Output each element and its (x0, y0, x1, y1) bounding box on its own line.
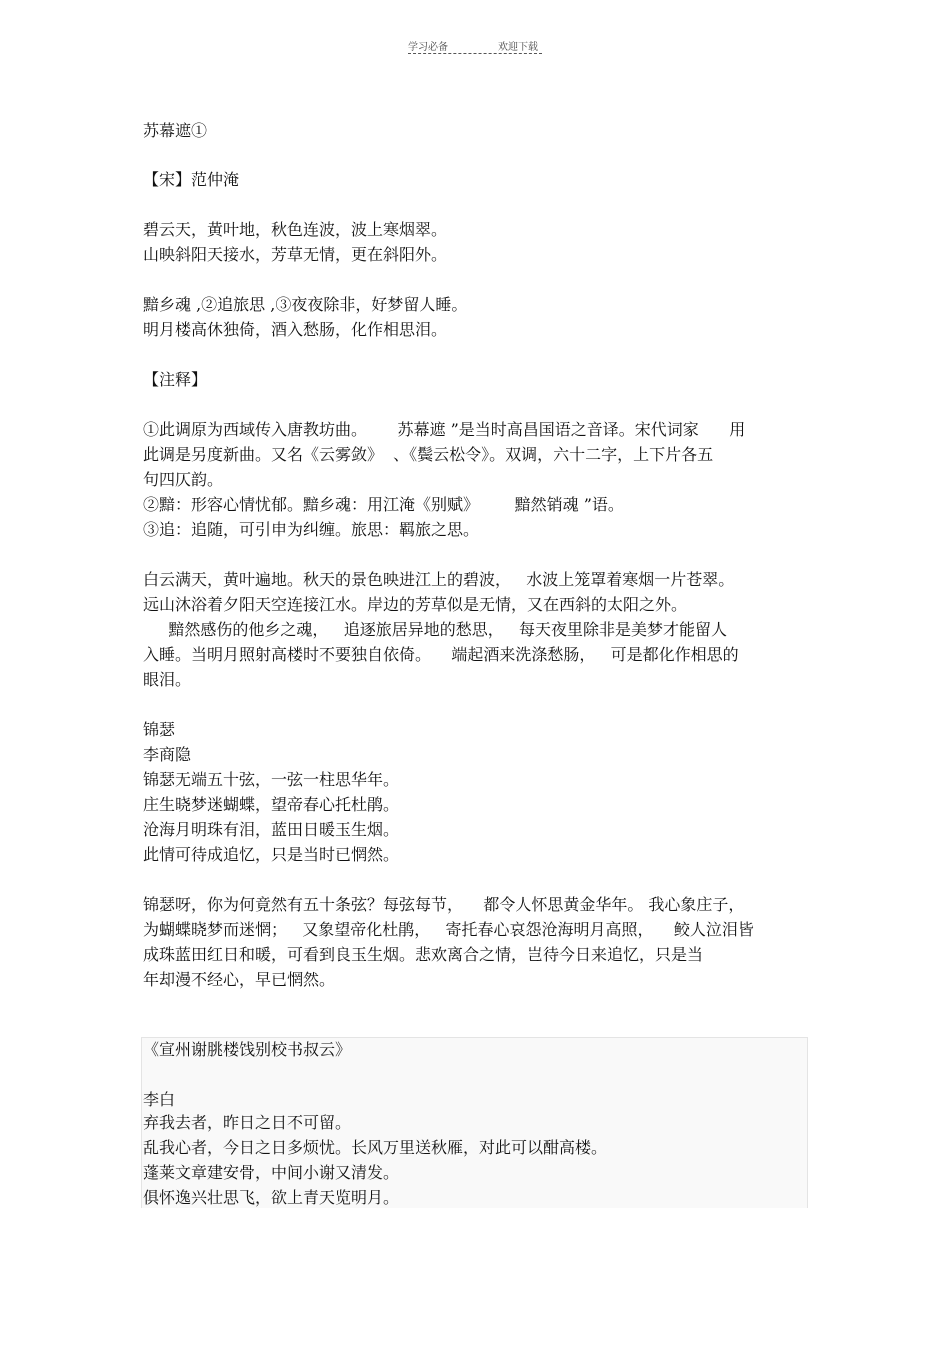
poem-title-sumuzhe: 苏幕遮① (143, 121, 208, 140)
poem-line: 黯乡魂 ,②追旅思 ,③夜夜除非，好梦留人睡。 (143, 295, 468, 314)
translation-line: 眼泪。 (143, 670, 192, 689)
translation-line: 年却漫不经心，早已惘然。 (143, 970, 336, 989)
translation-line: 锦瑟呀，你为何竟然有五十条弦？每弦每节， 都令人怀思黄金华年。 我心象庄子， (143, 895, 745, 914)
poem-line: 山映斜阳天接水，芳草无情，更在斜阳外。 (143, 245, 448, 264)
header-divider (408, 53, 542, 54)
poem-line: 乱我心者，今日之日多烦忧。长风万里送秋雁，对此可以酣高楼。 (143, 1138, 608, 1157)
translation-line: 成珠蓝田红日和暖，可看到良玉生烟。悲欢离合之情，岂待今日来追忆，只是当 (143, 945, 704, 964)
notes-heading: 【注释】 (143, 370, 208, 389)
note-line: 句四仄韵。 (143, 470, 224, 489)
poem-line: 锦瑟无端五十弦，一弦一柱思华年。 (143, 770, 400, 789)
poem-line: 沧海月明珠有泪，蓝田日暖玉生烟。 (143, 820, 400, 839)
poem-author-li: 李商隐 (143, 745, 192, 764)
poem-author-libai: 李白 (143, 1090, 176, 1109)
header-left-text: 学习必备 (408, 42, 448, 53)
poem-line: 明月楼高休独倚，酒入愁肠，化作相思泪。 (143, 320, 448, 339)
poem-line: 此情可待成追忆，只是当时已惘然。 (143, 845, 400, 864)
poem-line: 碧云天，黄叶地，秋色连波，波上寒烟翠。 (143, 220, 448, 239)
note-line: ②黯：形容心情忧郁。黯乡魂：用江淹《别赋》 黯然销魂 ”语。 (143, 495, 624, 514)
header-right-text: 欢迎下载 (498, 42, 538, 53)
translation-line: 远山沐浴着夕阳天空连接江水。岸边的芳草似是无情，又在西斜的太阳之外。 (143, 595, 688, 614)
note-line: ③追：追随，可引申为纠缠。旅思：羁旅之思。 (143, 520, 480, 539)
translation-line: 为蝴蝶晓梦而迷惘； 又象望帝化杜鹃， 寄托春心哀怨沧海明月高照， 鲛人泣泪皆 (143, 920, 754, 939)
note-line: 此调是另度新曲。又名《云雾敛》 、《鬓云松令》。双调，六十二字，上下片各五 (143, 445, 714, 464)
poem-line: 弃我去者，昨日之日不可留。 (143, 1113, 352, 1132)
translation-line: 白云满天，黄叶遍地。秋天的景色映进江上的碧波， 水波上笼罩着寒烟一片苍翠。 (143, 570, 735, 589)
poem-line: 庄生晓梦迷蝴蝶，望帝春心托杜鹃。 (143, 795, 400, 814)
poem-title-jinse: 锦瑟 (143, 720, 176, 739)
poem-title-xuanzhou: 《宣州谢朓楼饯别校书叔云》 (143, 1040, 352, 1059)
poem-author-fan: 【宋】范仲淹 (143, 170, 240, 189)
translation-line: 入睡。当明月照射高楼时不要独自依倚。 端起酒来洗涤愁肠， 可是都化作相思的 (143, 645, 739, 664)
poem-line: 俱怀逸兴壮思飞，欲上青天览明月。 (143, 1188, 400, 1207)
note-line: ①此调原为西域传入唐教坊曲。 苏幕遮 ”是当时高昌国语之音译。宋代词家 用 (143, 420, 746, 439)
poem-line: 蓬莱文章建安骨，中间小谢又清发。 (143, 1163, 400, 1182)
translation-line: 黯然感伤的他乡之魂， 追逐旅居异地的愁思， 每天夜里除非是美梦才能留人 (143, 620, 727, 639)
